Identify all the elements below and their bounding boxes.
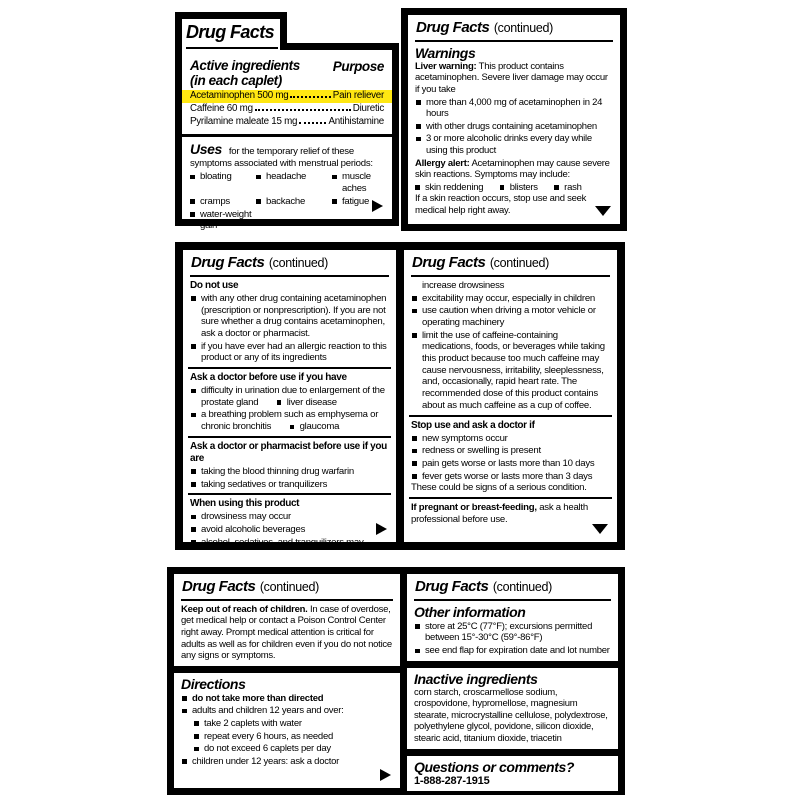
panel-middle-right [404,250,617,542]
warnings-title: Warnings [415,44,476,61]
ask-doctor-item-inline: liver disease [277,397,337,409]
directions-item: do not take more than directed [181,693,393,705]
when-using-item: alcohol, sedatives, and tranquilizers may [190,537,389,549]
ingredient-name: Caffeine 60 mg [190,103,253,115]
continue-arrow-down-icon [595,206,611,216]
directions-title: Directions [181,675,246,692]
dot-leader [255,109,351,111]
ask-doctor-item: a breathing problem such as emphysema or chronic bronchitis glaucoma [190,409,389,432]
questions-box [407,756,618,791]
stop-use-title: Stop use and ask a doctor if [411,419,535,431]
do-not-use-item: if you have ever had an allergic reaction to this product or any of its ingredients [190,341,389,364]
section-divider [188,367,391,369]
allergy-symptoms [415,182,613,194]
panel-header: Drug Facts (continued) [181,577,393,601]
directions-item: adults and children 12 years and over: [181,705,393,717]
panel-header: Drug Facts (continued) [190,253,389,277]
ingredient-purpose: Diuretic [352,103,384,115]
when-using-item: limit the use of caffeine-containing medications, foods, or beverages while taking this product because too much caffeine may cause nervousness, irritability, sleeplessness, and, occasionally, rapid heart rate. The recommended dose of this product contains about as much caffeine as a cup of coffee. [411,330,610,412]
stop-use-item: fever gets worse or lasts more than 3 days [411,471,610,483]
ingredient-row-acetaminophen [182,90,392,103]
other-information-box [407,574,618,661]
stop-use-item: pain gets worse or lasts more than 10 days [411,458,610,470]
panel-header: Drug Facts (continued) [411,253,610,277]
dot-leader [290,96,330,98]
do-not-use-item: with any other drug containing acetaminophen (prescription or nonprescription). If you are not sure whether a drug contains acetaminophen, ask a doctor or pharmacist. [190,293,389,340]
liver-warning-item: more than 4,000 mg of acetaminophen in 24 hours [415,97,613,120]
stop-use-note: These could be signs of a serious condition. [411,482,587,494]
allergy-symptom: skin reddening [415,182,483,194]
other-information-item: see end flap for expiration date and lot number [414,645,611,657]
liver-warning-item: 3 or more alcoholic drinks every day while using this product [415,133,613,156]
symptom-item: muscle aches [332,171,384,194]
purpose-heading: Purpose [332,59,384,74]
title-underline [186,47,278,49]
section-divider [409,497,612,499]
ask-doctor-item: difficulty in urination due to enlargement of the prostate gland liver disease [190,385,389,408]
when-using-item: excitability may occur, especially in children [411,293,610,305]
questions-title: Questions or comments? [414,758,575,775]
inactive-ingredients-title: Inactive ingredients [414,670,538,687]
when-using-item: avoid alcoholic beverages [190,524,389,536]
middle-panels-container [175,242,625,550]
ask-pharmacist-item: taking the blood thinning drug warfarin [190,466,389,478]
panel-top-left-body [175,43,399,232]
continue-arrow-right-icon [380,769,391,781]
panel-header: Drug Facts (continued) [415,18,613,42]
when-using-title: When using this product [190,498,300,510]
allergy-alert: Allergy alert: Acetaminophen may cause severe skin reactions. Symptoms may include: [415,157,610,181]
when-using-item: use caution when driving a motor vehicle or operating machinery [411,305,610,328]
liver-warning-item: with other drugs containing acetaminophen [415,121,613,133]
ingredient-purpose: Antihistamine [328,116,384,128]
allergy-symptom: blisters [500,182,538,194]
panel-header: Drug Facts (continued) [414,577,611,601]
inactive-ingredients-box [407,668,618,749]
uses-title: Uses [190,141,222,157]
vertical-divider [396,250,404,542]
do-not-use-title: Do not use [190,279,239,291]
drug-facts-title-tab [175,12,287,50]
directions-subitem: repeat every 6 hours, as needed [193,731,393,743]
section-divider [188,436,391,438]
bottom-panels-container [167,567,625,795]
directions-item: children under 12 years: ask a doctor [181,756,393,768]
ingredient-name: Acetaminophen 500 mg [190,90,289,102]
inactive-ingredients-text: corn starch, croscarmellose sodium, crospovidone, hypromellose, magnesium stearate, microcrystalline cellulose, polydextrose, polyethylene glycol, povidone, silicon dioxide, stearic acid, titanium dioxide, triacetin [414,686,608,745]
questions-phone-number: 1-888-287-1915 [414,774,490,787]
allergy-symptom: rash [554,182,581,194]
active-ingredients-section [182,50,392,133]
symptom-item: backache [256,196,332,208]
symptom-item: bloating [190,171,256,194]
continue-arrow-right-icon [376,523,387,535]
directions-sublist [181,718,393,755]
keep-out-of-reach-box [174,574,400,666]
panel-top-right [401,8,627,231]
uses-intro: for the temporary relief of these symptoms associated with menstrual periods: [190,146,373,169]
ingredient-row-caffeine [190,103,384,116]
symptom-item: headache [256,171,332,194]
horizontal-divider [407,749,618,756]
ask-doctor-item-inline: glaucoma [290,421,340,433]
other-information-title: Other information [414,603,526,620]
other-information-item: store at 25°C (77°F); excursions permitted between 15°-30°C (59°-86°F) [414,621,611,644]
ask-pharmacist-title: Ask a doctor or pharmacist before use if you are [190,440,387,464]
ingredient-row-pyrilamine [190,116,384,129]
symptom-item: water-weight gain [190,209,256,232]
active-ingredients-heading: Active ingredients (in each caplet) [190,58,300,89]
symptom-item: cramps [190,196,256,208]
ask-pharmacist-item: taking sedatives or tranquilizers [190,479,389,491]
section-divider [409,415,612,417]
ingredient-name: Pyrilamine maleate 15 mg [190,116,298,128]
panel-bottom-left [174,574,400,788]
carryover-text: increase drowsiness [422,279,505,291]
section-divider [188,493,391,495]
stop-use-item: redness or swelling is present [411,445,610,457]
stop-use-item: new symptoms occur [411,433,610,445]
dot-leader [299,122,326,124]
drug-facts-title: Drug Facts [186,22,275,42]
liver-warning: Liver warning: This product contains acetaminophen. Severe liver damage may occur if you take [415,60,608,96]
directions-subitem: take 2 caplets with water [193,718,393,730]
allergy-note: If a skin reaction occurs, stop use and seek medical help right away. [415,193,587,216]
ingredient-purpose: Pain reliever [332,90,384,102]
continue-arrow-down-icon [592,524,608,534]
directions-subitem: do not exceed 6 caplets per day [193,743,393,755]
vertical-divider [400,574,407,788]
continue-arrow-right-icon [372,200,383,212]
panel-bottom-right [407,574,618,788]
panel-top-left [175,12,399,232]
when-using-item: drowsiness may occur [190,511,389,523]
panel-middle-left [183,250,396,548]
symptom-item: fatigue [332,196,384,208]
uses-section [182,134,392,232]
horizontal-divider [174,666,400,673]
directions-box [174,673,400,788]
keep-out-of-reach-text: Keep out of reach of children. In case of overdose, get medical help or contact a Poison Control Center right away. Prompt medical attention is critical for adults as well as for children even if you do not notice any signs or symptoms. [181,603,392,662]
pregnant-warning: If pregnant or breast-feeding, ask a health professional before use. [411,502,588,525]
ask-doctor-title: Ask a doctor before use if you have [190,372,347,384]
symptom-list [190,171,384,232]
horizontal-divider [407,661,618,668]
